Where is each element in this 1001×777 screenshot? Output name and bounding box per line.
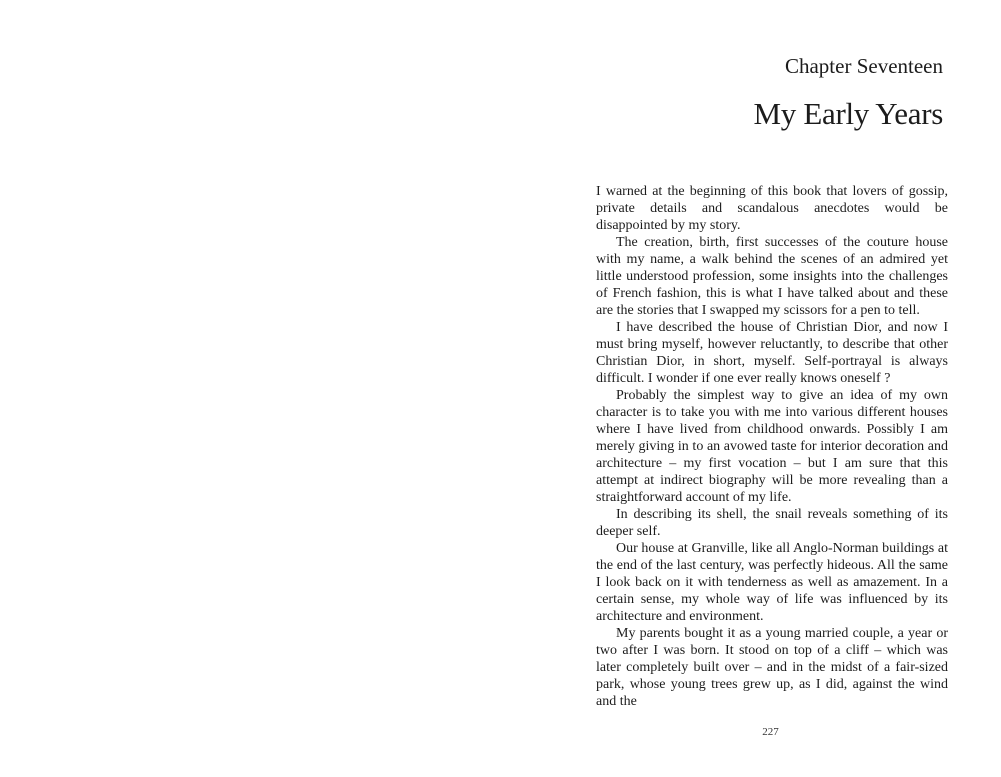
left-page-blank — [0, 0, 500, 777]
paragraph-7: My parents bought it as a young married couple, a year or two after I was born. It stood on top of a cliff – which was later completely built over – and in the midst of a fair-sized park, whose young trees grew up, as I did, against the wind and the — [596, 626, 948, 709]
paragraph-5: In describing its shell, the snail reveals something of its deeper self. — [596, 507, 948, 539]
chapter-body-text — [596, 183, 948, 710]
chapter-title: My Early Years — [753, 96, 943, 131]
right-page — [500, 0, 1001, 777]
page-number: 227 — [762, 726, 779, 738]
paragraph-4: Probably the simplest way to give an idea of my own character is to take you with me into various different houses where I have lived from childhood onwards. Possibly I am merely giving in to an avowed taste for interior decoration and architecture – my first vocation – but I am sure that this attempt at indirect biography will be more revealing than a straightforward account of my life. — [596, 388, 948, 505]
chapter-label: Chapter Seventeen — [784, 54, 943, 78]
paragraph-1: I warned at the beginning of this book that lovers of gossip, private details and scandalous anecdotes would be disappointed by my story. — [596, 184, 948, 233]
paragraph-2: The creation, birth, first successes of the couture house with my name, a walk behind the scenes of an admired yet little understood profession, some insights into the challenges of French fashion, this is what I have talked about and these are the stories that I swapped my scissors for a pen to tell. — [596, 235, 948, 318]
paragraph-6: Our house at Granville, like all Anglo-Norman buildings at the end of the last century, was perfectly hideous. All the same I look back on it with tenderness as well as amazement. In a certain sense, my whole way of life was influenced by its architecture and environment. — [596, 541, 948, 624]
paragraph-3: I have described the house of Christian Dior, and now I must bring myself, however reluctantly, to describe that other Christian Dior, in short, myself. Self-portrayal is always difficult. I wonder if one ever really knows oneself ? — [596, 320, 948, 386]
